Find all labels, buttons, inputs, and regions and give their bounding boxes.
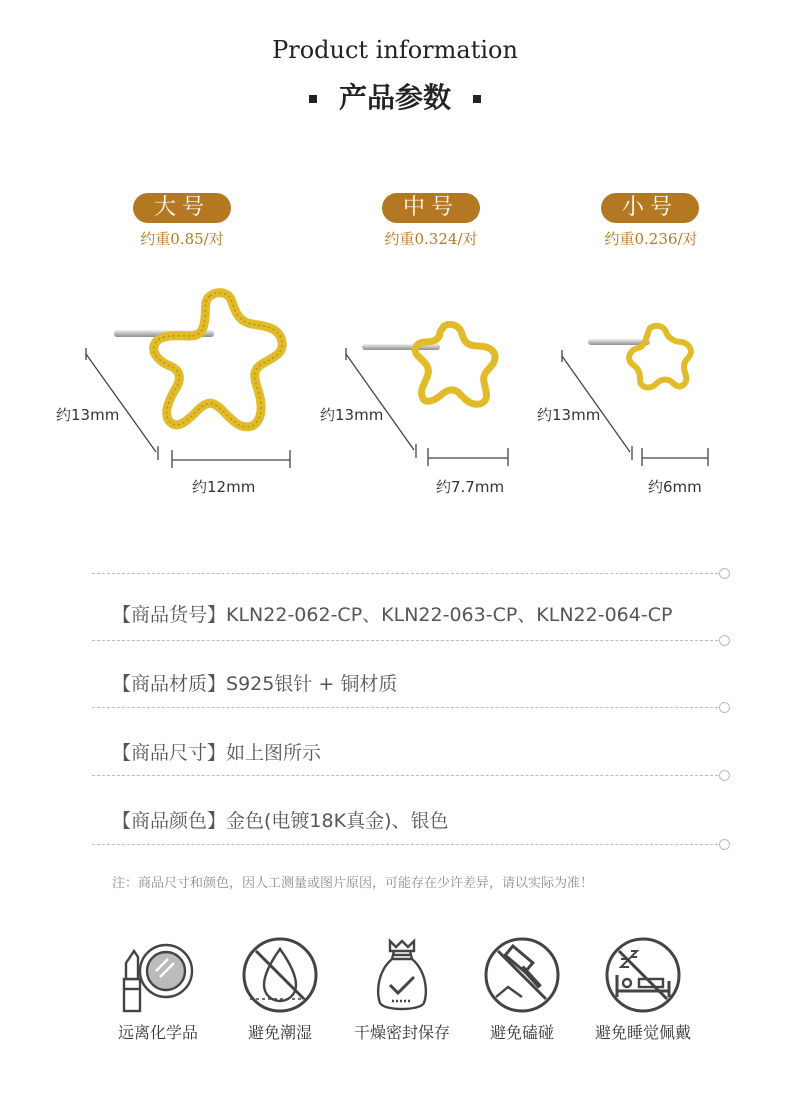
spec-color: [112, 806, 448, 833]
height-label-large: 约13mm: [56, 406, 120, 424]
divider: [92, 640, 718, 641]
spec-label: 【商品尺寸】: [112, 742, 227, 764]
divider-circle-icon: [719, 770, 730, 781]
sealed-bag-icon: [362, 935, 442, 1015]
spec-label: 【商品货号】: [112, 604, 227, 626]
care-label-chemicals: 远离化学品: [117, 1023, 198, 1042]
size-label-large: 大号: [133, 193, 231, 223]
size-label-small: 小号: [601, 193, 699, 223]
divider: [92, 844, 718, 845]
earring-medium: [346, 324, 508, 466]
water-drop-icon: [240, 935, 320, 1015]
spec-label: 【商品材质】: [112, 673, 227, 695]
spec-value: 金色(电镀18K真金)、银色: [226, 810, 449, 832]
divider: [92, 573, 718, 574]
divider-circle-icon: [719, 839, 730, 850]
square-bullet-icon: [309, 95, 317, 103]
sleep-bed-icon: [603, 935, 683, 1015]
size-label-medium: 中号: [382, 193, 480, 223]
lipstick-icon: [118, 935, 198, 1015]
size-weight-medium: 约重0.324/对: [384, 230, 478, 248]
star-earring-medium: [415, 324, 495, 404]
height-label-small: 约13mm: [537, 406, 601, 424]
divider-circle-icon: [719, 702, 730, 713]
hammer-icon: [482, 935, 562, 1015]
size-weight-small: 约重0.236/对: [604, 230, 698, 248]
care-label-moisture: 避免潮湿: [247, 1023, 312, 1042]
spec-value: S925银针 + 铜材质: [226, 673, 398, 695]
size-weight-large: 约重0.85/对: [140, 230, 224, 248]
spec-value: KLN22-062-CP、KLN22-063-CP、KLN22-064-CP: [226, 604, 673, 626]
title-cn-text: 产品参数: [338, 81, 451, 114]
divider-circle-icon: [719, 568, 730, 579]
spec-size: [112, 738, 321, 765]
spec-material: [112, 669, 397, 696]
spec-item-code: [112, 600, 672, 627]
star-earring-small: [629, 326, 691, 388]
divider: [92, 707, 718, 708]
spec-label: 【商品颜色】: [112, 810, 227, 832]
care-label-impact: 避免磕碰: [489, 1023, 554, 1042]
disclaimer-note: 注：商品尺寸和颜色，因人工测量或图片原因，可能存在少许差异，请以实际为准！: [112, 876, 594, 891]
page-title-en: Product information: [272, 36, 518, 64]
divider-circle-icon: [719, 635, 730, 646]
square-bullet-icon: [473, 95, 481, 103]
earring-small: [562, 326, 708, 466]
width-label-small: 约6mm: [648, 478, 702, 496]
width-label-large: 约12mm: [192, 478, 256, 496]
divider: [92, 775, 718, 776]
page-title-cn: [0, 76, 790, 116]
star-earring-large: [154, 293, 283, 427]
spec-value: 如上图所示: [226, 742, 322, 764]
care-label-sleep: 避免睡觉佩戴: [594, 1023, 691, 1042]
care-label-storage: 干燥密封保存: [353, 1023, 450, 1042]
width-label-medium: 约7.7mm: [436, 478, 505, 496]
height-label-medium: 约13mm: [320, 406, 384, 424]
earrings-illustration: [0, 270, 790, 510]
earring-large: [86, 293, 290, 468]
